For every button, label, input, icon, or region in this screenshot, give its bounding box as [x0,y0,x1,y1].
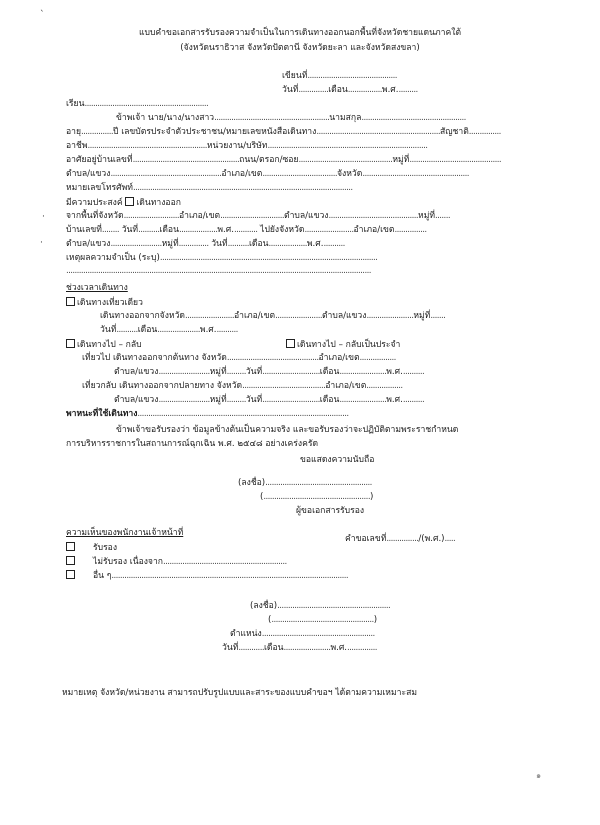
applicant-name-parens: (..................................................) [260,492,374,502]
outbound-day-label: วันที่ [245,367,263,377]
other-option: อื่น ๆ............................................................................................................... [66,570,348,582]
from-house-label: บ้านเลขที่ [66,225,102,235]
other-checkbox[interactable] [66,570,75,579]
declaration-line-1: ข้าพเจ้าขอรับรองว่า ข้อมูลข้างต้นเป็นความจริง และขอรับรองว่าจะปฏิบัติตามพระราชกำหนด [116,425,459,435]
request-no-label: คำขอเลขที่ [345,534,387,544]
period-heading: ช่วงเวลาเดินทาง [66,283,128,293]
outbound-detail-line: ตำบล/แขวง........................หมู่ที่.........วันที่...........................เดือน......................พ.ศ........... [114,367,425,377]
name-prefix-label: ข้าพเจ้า นาย/นาง/นางสาว [116,113,215,123]
declaration-line-2: การบริหารราชการในสถานการณ์ฉุกเฉิน พ.ศ. ๒๕๔๘ อย่างเคร่งครัด [66,439,319,449]
officer-month-label: เดือน [263,643,284,653]
close-paren: ) [369,492,374,502]
date-month-label: เดือน [328,85,348,95]
one-way-option [66,297,143,309]
to-year-label: พ.ศ. [306,239,324,249]
province-label: จังหวัด [337,169,363,179]
nationality-label: สัญชาติ [439,127,469,137]
officer-heading: ความเห็นของพนักงานเจ้าหน้าที่ [66,528,184,538]
from-line: จากพื้นที่จังหวัด..........................อำเภอ/เขต..............................ตำบล/แขวง..........................................หมู่ที่....... [66,211,450,221]
purpose-line [66,197,181,209]
approve-label: รับรอง [93,543,118,553]
address-line: อาศัยอยู่บ้านเลขที่..................................................ถนน/ตรอก/ซอย............................................หมู่ที่........................................... [66,155,501,165]
occupation-line: อาชีพ........................................................หน่วยงาน/บริษัท........................................................................... [66,141,428,151]
written-at-line: เขียนที่.......................................... [282,71,397,81]
other-label: อื่น ๆ [93,571,112,581]
to-day-label: วันที่ [211,239,228,249]
close-paren: ) [373,615,378,625]
vehicle-label: พาหนะที่ใช้เดินทาง [66,409,138,419]
to-district-label: อำเภอ/เขต [353,225,395,235]
header-date-line: วันที่..............เดือน................พ.ศ.......... [282,85,418,95]
applicant-role: ผู้ขอเอกสารรับรอง [296,506,365,516]
to-moo-label: หมู่ที่ [161,239,179,249]
return-day-label: วันที่ [245,395,263,405]
applicant-sign-line: (ลงชื่อ).................................................. [238,478,372,488]
open-paren: ( [268,615,272,625]
phone-label: หมายเลขโทรศัพท์ [66,183,133,193]
one-way-province-label: เดินทางออกจากจังหวัด [100,311,185,321]
to-line: ตำบล/แขวง........................หมู่ที่.............. วันที่..........เดือน..................พ.ศ........... [66,239,345,249]
one-way-location-line: เดินทางออกจากจังหวัด.......................อำเภอ/เขต......................ตำบล/แขวง......................หมู่ที่....... [100,311,446,321]
one-way-moo-label: หมู่ที่ [413,311,431,321]
officer-position-label: ตำแหน่ง [230,629,262,639]
one-way-month-label: เดือน [137,325,158,335]
officer-date-line: วันที่............เดือน......................พ.ศ............... [222,643,377,653]
age-label: อายุ [66,127,82,137]
outbound-year-label: พ.ศ. [386,367,403,377]
outbound-label: เที่ยวไป เดินทางออกจากต้นทาง จังหวัด [82,353,227,363]
one-way-day-label: วันที่ [100,325,117,335]
outbound-moo-label: หมู่ที่ [209,367,227,377]
scan-mark: · [42,212,45,222]
id-label: ปี เลขบัตรประจำตัวประชาชน/หมายเลขหนังสือเดินทาง [113,127,317,137]
salutation-line: เรียน.......................................................... [66,99,209,109]
officer-day-label: วันที่ [222,643,239,653]
from-day-label: วันที่ [121,225,139,235]
regular-checkbox[interactable] [286,339,295,348]
return-subdistrict-label: ตำบล/แขวง [114,395,159,405]
one-way-checkbox[interactable] [66,297,75,306]
road-label: ถนน/ตรอก/ซอย [239,155,299,165]
from-year-label: พ.ศ. [217,225,234,235]
one-way-district-label: อำเภอ/เขต [234,311,276,321]
one-way-subdistrict-label: ตำบล/แขวง [321,311,367,321]
open-paren: ( [260,492,264,502]
district-label: อำเภอ/เขต [221,169,263,179]
return-month-label: เดือน [319,395,340,405]
return-year-label: พ.ศ. [386,395,403,405]
approve-checkbox[interactable] [66,542,75,551]
salutation-label: เรียน [66,99,85,109]
scan-mark: ` [40,10,45,20]
form-subtitle: (จังหวัดนราธิวาส จังหวัดปัตตานี จังหวัดยะลา และจังหวัดสงขลา) [180,43,420,53]
one-way-year-label: พ.ศ. [199,325,217,335]
subdistrict-label: ตำบล/แขวง [66,169,111,179]
surname-label: นามสกุล [329,113,362,123]
round-trip-checkbox[interactable] [66,339,75,348]
from-district-label: อำเภอ/เขต [179,211,221,221]
house-date-line: บ้านเลขที่........ วันที่..........เดือน..................พ.ศ............ ไปยังจังหวัด.......................อำเภอ/เขต............... [66,225,427,235]
from-province-label: จากพื้นที่จังหวัด [66,211,124,221]
moo-label: หมู่ที่ [392,155,410,165]
outbound-district-label: อำเภอ/เขต [318,353,360,363]
footnote: หมายเหตุ จังหวัด/หน่วยงาน สามารถปรับรูปแบบและสาระของแบบคำขอฯ ได้ตามความเหมาะสม [62,688,417,698]
phone-line: หมายเลขโทรศัพท์....................................................................................................... [66,183,353,193]
age-id-line: อายุ...............ปี เลขบัตรประจำตัวประชาชน/หมายเลขหนังสือเดินทาง..........................................................สัญชาติ............... [66,127,501,137]
return-label: เที่ยวกลับ เดินทางออกจากปลายทาง จังหวัด [82,381,243,391]
reason-continuation: ............................................................................................................................................... [66,266,371,276]
to-province-label: ไปยังจังหวัด [260,225,305,235]
date-day-label: วันที่ [282,85,299,95]
request-no-line: คำขอเลขที่.............../(พ.ศ.)..... [345,534,456,544]
reason-line: เหตุผลความจำเป็น (ระบุ)...................................................................................................... [66,253,378,263]
one-way-date-line: วันที่..........เดือน....................พ.ศ........... [100,325,238,335]
round-trip-label: เดินทางไป – กลับ [77,340,142,350]
applicant-sign-label: (ลงชื่อ) [238,478,266,488]
outbound-line: เที่ยวไป เดินทางออกจากต้นทาง จังหวัด...........................................อำเภอ/เขต................. [82,353,396,363]
return-district-label: อำเภอ/เขต [325,381,367,391]
officer-position-line: ตำแหน่ง..................................................... [230,629,375,639]
return-detail-line: ตำบล/แขวง........................หมู่ที่.........วันที่...........................เดือน......................พ.ศ........... [114,395,425,405]
occupation-label: อาชีพ [66,141,88,151]
round-trip-option [66,339,142,351]
reject-checkbox[interactable] [66,556,75,565]
from-subdistrict-label: ตำบล/แขวง [284,211,329,221]
one-way-label: เดินทางเที่ยวเดียว [77,298,143,308]
request-year-label: /(พ.ศ.) [418,534,445,544]
form-title: แบบคำขอเอกสารรับรองความจำเป็นในการเดินทางออกนอกพื้นที่จังหวัดชายแดนภาคใต้ [138,28,462,38]
page-mark: ๑ [536,771,542,780]
outbound-month-label: เดือน [319,367,340,377]
reject-option: ไม่รับรอง เนื่องจาก.......................................................... [66,556,287,568]
officer-sign-line: (ลงชื่อ)..................................................... [250,601,391,611]
vehicle-line: พาหนะที่ใช้เดินทาง................................................................................................... [66,409,349,419]
return-moo-label: หมู่ที่ [209,395,227,405]
to-subdistrict-label: ตำบล/แขวง [66,239,111,249]
to-month-label: เดือน [248,239,269,249]
officer-name-parens: (................................................) [268,615,378,625]
name-line: ข้าพเจ้า นาย/นาง/นางสาว......................................................นามสกุล................................................. [116,113,466,123]
approve-option [66,542,117,554]
regular-option [286,339,400,351]
depart-option-label: เดินทางออก [136,198,181,208]
date-year-label: พ.ศ. [381,85,399,95]
house-no-label: อาศัยอยู่บ้านเลขที่ [66,155,133,165]
from-month-label: เดือน [159,225,179,235]
reject-label: ไม่รับรอง เนื่องจาก [93,557,163,567]
outbound-subdistrict-label: ตำบล/แขวง [114,367,159,377]
return-line: เที่ยวกลับ เดินทางออกจากปลายทาง จังหวัด.......................................อำเภอ/เขต................. [82,381,403,391]
officer-sign-label: (ลงชื่อ) [250,601,278,611]
scan-mark: · [40,238,43,248]
location-line: ตำบล/แขวง....................................................อำเภอ/เขต...................................จังหวัด.................................................. [66,169,469,179]
officer-year-label: พ.ศ. [330,643,348,653]
purpose-label: มีความประสงค์ [66,198,123,208]
depart-checkbox[interactable] [125,197,134,206]
regular-label: เดินทางไป – กลับเป็นประจำ [297,340,401,350]
workplace-label: หน่วยงาน/บริษัท [206,141,268,151]
reason-label: เหตุผลความจำเป็น (ระบุ) [66,253,160,263]
respect-closing: ขอแสดงความนับถือ [300,455,375,465]
written-at-label: เขียนที่ [282,71,308,81]
from-moo-label: หมู่ที่ [418,211,436,221]
